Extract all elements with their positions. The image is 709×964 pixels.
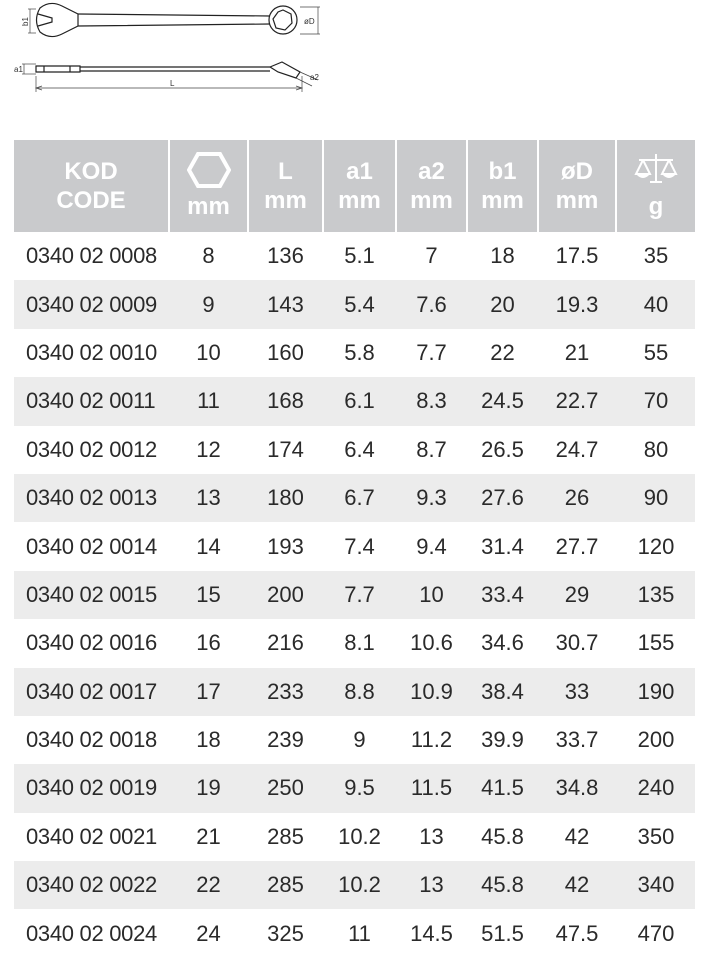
cell-code: 0340 02 0021 [26, 823, 157, 849]
label-a2: a2 [310, 73, 319, 82]
cell-code: 0340 02 0012 [26, 436, 157, 462]
cell-weight-g: 70 [615, 377, 695, 425]
cell-a1: 11 [348, 920, 371, 946]
cell-code: 0340 02 0008 [26, 243, 157, 269]
cell-code: 0340 02 0010 [26, 339, 157, 365]
header-weight-unit: g [648, 192, 664, 220]
table-row [14, 232, 695, 280]
cell-a2: 8.3 [395, 377, 466, 425]
table-row [14, 813, 695, 861]
cell-a2: 9.4 [416, 533, 447, 559]
cell-b1: 45.8 [481, 823, 524, 849]
label-b1: b1 [21, 17, 30, 26]
cell-diameter-oD: 47.5 [555, 920, 599, 946]
cell-b1: 27.6 [466, 474, 537, 522]
cell-weight-g: 470 [637, 920, 675, 946]
cell-length-L: 136 [267, 243, 304, 269]
cell-code: 0340 02 0017 [14, 668, 168, 716]
cell-a2: 7.6 [395, 280, 466, 328]
cell-diameter-oD: 42 [564, 823, 590, 849]
cell-size-mm: 9 [168, 280, 247, 328]
table-body [14, 232, 695, 958]
header-weight [615, 140, 695, 232]
wrench-diagram [0, 0, 709, 130]
cell-b1: 33.4 [466, 571, 537, 619]
wrench-side-view [36, 62, 300, 78]
header-b1-line1: b1 [488, 158, 517, 185]
header-b1-line2: mm [481, 187, 524, 214]
table-row [14, 619, 695, 667]
header-L-line1: L [278, 158, 293, 185]
cell-weight-g: 200 [637, 727, 675, 753]
specification-table [14, 140, 695, 958]
cell-weight-g: 40 [615, 280, 695, 328]
cell-b1: 41.5 [466, 764, 537, 812]
header-b1 [466, 140, 537, 232]
cell-a1: 5.1 [344, 243, 375, 269]
cell-b1: 18 [490, 243, 515, 269]
cell-diameter-oD: 34.8 [537, 764, 615, 812]
cell-weight-g: 155 [637, 630, 675, 656]
cell-b1: 39.9 [481, 727, 524, 753]
cell-code: 0340 02 0013 [14, 474, 168, 522]
cell-code: 0340 02 0018 [26, 727, 157, 753]
cell-a2: 11.5 [395, 764, 466, 812]
cell-a2: 9.3 [395, 474, 466, 522]
cell-b1: 38.4 [466, 668, 537, 716]
table-row [14, 474, 695, 522]
header-code [14, 140, 168, 232]
cell-weight-g: 135 [615, 571, 695, 619]
cell-size-mm: 18 [196, 727, 221, 753]
cell-size-mm: 19 [168, 764, 247, 812]
cell-length-L: 216 [267, 630, 304, 656]
cell-length-L: 200 [247, 571, 322, 619]
cell-diameter-oD: 42 [537, 861, 615, 909]
cell-a2: 10 [395, 571, 466, 619]
table-row [14, 668, 695, 716]
cell-a2: 13 [395, 861, 466, 909]
cell-code: 0340 02 0024 [26, 920, 157, 946]
cell-size-mm: 17 [168, 668, 247, 716]
table-row [14, 764, 695, 812]
cell-length-L: 160 [267, 339, 304, 365]
cell-diameter-oD: 33 [537, 668, 615, 716]
cell-a1: 8.8 [322, 668, 395, 716]
header-a2-line1: a2 [418, 158, 445, 185]
cell-a1: 7.4 [344, 533, 375, 559]
header-code-line1: KOD [64, 158, 118, 185]
header-oD [537, 140, 615, 232]
header-a1 [322, 140, 395, 232]
header-a1-line1: a1 [346, 158, 373, 185]
cell-size-mm: 16 [196, 630, 221, 656]
header-size-unit: mm [187, 192, 230, 220]
cell-diameter-oD: 29 [537, 571, 615, 619]
wrench-top-view [37, 3, 298, 36]
header-size [168, 140, 247, 232]
table-row [14, 571, 695, 619]
cell-a2: 7.7 [416, 339, 447, 365]
cell-a2: 14.5 [410, 920, 453, 946]
cell-a1: 8.1 [344, 630, 375, 656]
cell-size-mm: 8 [202, 243, 215, 269]
cell-a2: 13 [419, 823, 444, 849]
header-L-line2: mm [264, 187, 307, 214]
cell-diameter-oD: 24.7 [555, 436, 599, 462]
cell-length-L: 143 [247, 280, 322, 328]
cell-code: 0340 02 0016 [26, 630, 157, 656]
table-row [14, 377, 695, 425]
header-L [247, 140, 322, 232]
cell-a2: 10.9 [395, 668, 466, 716]
cell-weight-g: 90 [615, 474, 695, 522]
header-a2 [395, 140, 466, 232]
cell-diameter-oD: 22.7 [537, 377, 615, 425]
cell-length-L: 239 [267, 727, 304, 753]
cell-a1: 9 [353, 727, 366, 753]
table-row [14, 426, 695, 474]
cell-diameter-oD: 19.3 [537, 280, 615, 328]
cell-weight-g: 120 [637, 533, 675, 559]
cell-a2: 7 [425, 243, 438, 269]
cell-length-L: 285 [267, 823, 304, 849]
cell-a2: 11.2 [410, 727, 453, 753]
cell-size-mm: 15 [168, 571, 247, 619]
cell-size-mm: 13 [168, 474, 247, 522]
cell-length-L: 250 [247, 764, 322, 812]
cell-a1: 9.5 [322, 764, 395, 812]
cell-code: 0340 02 0014 [26, 533, 157, 559]
cell-weight-g: 80 [643, 436, 669, 462]
cell-code: 0340 02 0022 [14, 861, 168, 909]
table-row [14, 280, 695, 328]
cell-weight-g: 340 [615, 861, 695, 909]
cell-a1: 6.1 [322, 377, 395, 425]
cell-length-L: 168 [247, 377, 322, 425]
scale-icon [633, 152, 679, 188]
cell-a1: 10.2 [322, 861, 395, 909]
cell-size-mm: 12 [196, 436, 221, 462]
table-row [14, 861, 695, 909]
cell-a1: 6.7 [322, 474, 395, 522]
cell-diameter-oD: 27.7 [555, 533, 599, 559]
header-oD-line1: øD [561, 158, 593, 185]
cell-length-L: 193 [267, 533, 304, 559]
cell-weight-g: 55 [643, 339, 669, 365]
cell-b1: 51.5 [481, 920, 524, 946]
header-code-line2: CODE [56, 187, 126, 214]
cell-a1: 7.7 [322, 571, 395, 619]
cell-b1: 20 [466, 280, 537, 328]
cell-diameter-oD: 21 [564, 339, 590, 365]
label-a1: a1 [14, 65, 23, 74]
cell-diameter-oD: 33.7 [555, 727, 599, 753]
cell-diameter-oD: 17.5 [555, 243, 599, 269]
cell-weight-g: 350 [637, 823, 675, 849]
cell-length-L: 325 [267, 920, 304, 946]
hexagon-icon [187, 152, 231, 188]
cell-b1: 22 [490, 339, 515, 365]
cell-b1: 34.6 [481, 630, 524, 656]
cell-code: 0340 02 0011 [14, 377, 168, 425]
cell-length-L: 174 [267, 436, 304, 462]
cell-a1: 10.2 [338, 823, 381, 849]
cell-size-mm: 24 [196, 920, 221, 946]
cell-a1: 5.8 [344, 339, 375, 365]
cell-a2: 10.6 [410, 630, 453, 656]
table-row [14, 716, 695, 764]
wrench-technical-drawing [0, 0, 709, 130]
cell-a1: 5.4 [322, 280, 395, 328]
label-oD: øD [304, 17, 315, 26]
cell-size-mm: 14 [196, 533, 221, 559]
cell-length-L: 233 [247, 668, 322, 716]
cell-code: 0340 02 0009 [14, 280, 168, 328]
cell-b1: 45.8 [466, 861, 537, 909]
header-a1-line2: mm [338, 187, 381, 214]
header-oD-line2: mm [555, 187, 599, 214]
cell-weight-g: 190 [615, 668, 695, 716]
cell-b1: 26.5 [481, 436, 524, 462]
table-row [14, 522, 695, 570]
cell-length-L: 180 [247, 474, 322, 522]
cell-diameter-oD: 30.7 [555, 630, 599, 656]
cell-size-mm: 11 [168, 377, 247, 425]
cell-diameter-oD: 26 [537, 474, 615, 522]
label-L: L [170, 79, 175, 88]
cell-weight-g: 240 [615, 764, 695, 812]
cell-size-mm: 10 [196, 339, 221, 365]
cell-code: 0340 02 0019 [14, 764, 168, 812]
cell-length-L: 285 [247, 861, 322, 909]
cell-b1: 31.4 [481, 533, 524, 559]
cell-b1: 24.5 [466, 377, 537, 425]
cell-size-mm: 21 [196, 823, 221, 849]
table-row [14, 329, 695, 377]
cell-size-mm: 22 [168, 861, 247, 909]
cell-weight-g: 35 [643, 243, 669, 269]
cell-a2: 8.7 [416, 436, 447, 462]
table-header-row [14, 140, 695, 232]
cell-a1: 6.4 [344, 436, 375, 462]
header-a2-line2: mm [410, 187, 453, 214]
table-row [14, 909, 695, 957]
cell-code: 0340 02 0015 [14, 571, 168, 619]
